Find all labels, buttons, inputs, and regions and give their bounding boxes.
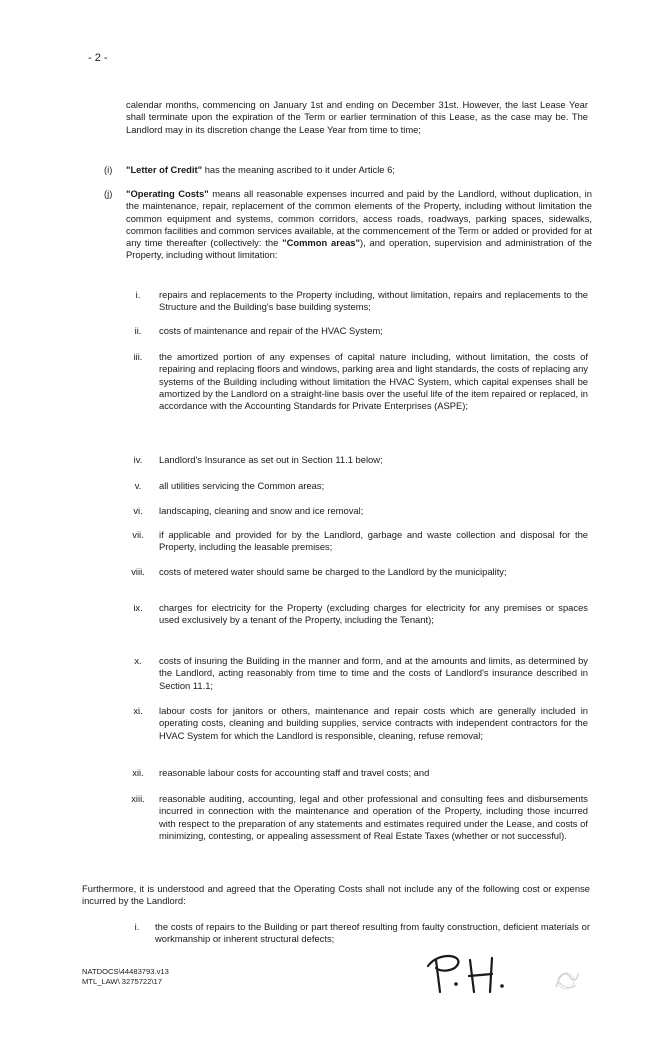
list-item-label: ix. bbox=[133, 602, 143, 613]
list-item-label: vii. bbox=[132, 529, 144, 540]
definition-letter-of-credit bbox=[104, 164, 592, 176]
furthermore-paragraph: Furthermore, it is understood and agreed that the Operating Costs shall not include any of the following cost or expense incurred by the Landlord: bbox=[82, 883, 590, 907]
definition-text-continued: ), and operation, supervision and administration of the Property, including without limitation: bbox=[126, 237, 593, 261]
list-item-label: x. bbox=[134, 655, 142, 666]
list-item-label: vi. bbox=[133, 505, 143, 516]
intro-paragraph: calendar months, commencing on January 1st and ending on December 31st. However, the last Lease Year shall terminate upon the expiration of the Term or earlier termination of this Lease, as the case may be. The Landlord may in its discretion change the Lease Year from time to time; bbox=[126, 99, 588, 135]
defined-term: "Operating Costs" bbox=[126, 188, 209, 199]
list-item-label: iii. bbox=[133, 351, 143, 362]
page-number: - 2 - bbox=[88, 52, 108, 64]
definition-text: has the meaning ascribed to it under Article 6; bbox=[202, 164, 395, 175]
list-item-text: repairs and replacements to the Property including, without limitation, repairs and replacements to the Structure and the Building's base building systems; bbox=[159, 289, 588, 313]
doc-reference-2: MTL_LAW\ 3275722\17 bbox=[82, 976, 162, 986]
list-item-label: viii. bbox=[131, 566, 145, 577]
list-item-text: costs of maintenance and repair of the HVAC System; bbox=[159, 325, 383, 336]
list-item-text: charges for electricity for the Property (excluding charges for electricity for any premises or spaces used exclusively by a tenant of the Property, including the Tenant); bbox=[159, 602, 588, 626]
defined-term: "Letter of Credit" bbox=[126, 164, 203, 175]
item-label: (i) bbox=[104, 164, 113, 175]
list-item-text: if applicable and provided for by the Landlord, garbage and waste collection and disposal for the Property, including the leasable premises; bbox=[159, 529, 588, 553]
handwritten-initials-signature bbox=[420, 948, 520, 998]
list-item bbox=[126, 454, 588, 466]
list-item-text: Landlord's Insurance as set out in Section 11.1 below; bbox=[159, 454, 383, 465]
list-item-label: i. bbox=[134, 921, 140, 932]
list-item bbox=[126, 602, 588, 627]
list-item bbox=[126, 529, 588, 554]
definition-text: means all reasonable expenses incurred and paid by the Landlord, without duplication, in the maintenance, repair, replacement of the common elements of the Property, including without limitation the common equipment and systems, common corridors, access roads, roadways, parking spaces, sidewalks, common facilities and common services available, at the commencement of the Term or added or provided for at any time thereafter (collectively: the bbox=[126, 188, 592, 249]
list-item bbox=[126, 566, 588, 578]
list-item-text: landscaping, cleaning and snow and ice removal; bbox=[159, 505, 364, 516]
item-label: (j) bbox=[104, 188, 113, 199]
definition-operating-costs bbox=[104, 188, 592, 262]
list-item-text: reasonable auditing, accounting, legal and other professional and consulting fees and disbursements incurred in connection with the maintenance and operation of the Property, including those incurred with respect to the preparation of any statements and estimates required under the Lease, and costs of minimizing, contesting, or appealing assessment of Real Estate Taxes (whether or not successful). bbox=[159, 793, 588, 841]
exclusion-item bbox=[128, 921, 590, 946]
list-item-label: i. bbox=[135, 289, 141, 300]
list-item-label: xi. bbox=[133, 705, 143, 716]
list-item bbox=[126, 655, 588, 692]
list-item bbox=[126, 767, 588, 779]
list-item-text: all utilities servicing the Common areas; bbox=[159, 480, 325, 491]
list-item-text: costs of metered water should same be charged to the Landlord by the municipality; bbox=[159, 566, 507, 577]
list-item bbox=[126, 325, 588, 337]
list-item-label: xii. bbox=[132, 767, 144, 778]
list-item bbox=[126, 351, 588, 412]
list-item-label: iv. bbox=[133, 454, 143, 465]
list-item bbox=[126, 480, 588, 492]
list-item-text: the costs of repairs to the Building or part thereof resulting from faulty construction, deficient materials or workmanship or inherent structural defects; bbox=[155, 921, 590, 945]
list-item-label: v. bbox=[134, 480, 142, 491]
list-item bbox=[126, 505, 588, 517]
list-item-text: labour costs for janitors or others, maintenance and repair costs which are generally included in operating costs, cleaning and building supplies, service contracts with independent contractors for the HVAC System for which the Landlord is responsible, cleaning, refuse removal; bbox=[159, 705, 588, 741]
document-footer bbox=[82, 967, 169, 986]
doc-reference-1: NATDOCS\44483793.v13 bbox=[82, 967, 169, 976]
list-item-text: the amortized portion of any expenses of capital nature including, without limitation, the costs of repairing and replacing floors and windows, parking area and light standards, the costs of replacing any systems of the Building including without limitation the HVAC System, which capital expenses shall be amortized by the Landlord on a straight-line basis over the useful life of the item repaired or replaced, in accordance with the Accounting Standards for Private Enterprises (ASPE); bbox=[159, 351, 588, 412]
list-item-text: reasonable labour costs for accounting staff and travel costs; and bbox=[159, 767, 430, 778]
list-item-label: ii. bbox=[134, 325, 142, 336]
list-item-text: costs of insuring the Building in the manner and form, and at the amounts and limits, as determined by the Landlord, acting reasonably from time to time and the costs of Landlord's insurance described in Section 11.1; bbox=[159, 655, 588, 691]
list-item bbox=[126, 705, 588, 742]
faint-stamp-mark bbox=[552, 967, 582, 993]
defined-term-common-areas: "Common areas" bbox=[282, 237, 360, 249]
list-item bbox=[126, 289, 588, 314]
list-item bbox=[126, 793, 588, 842]
list-item-label: xiii. bbox=[131, 793, 145, 804]
